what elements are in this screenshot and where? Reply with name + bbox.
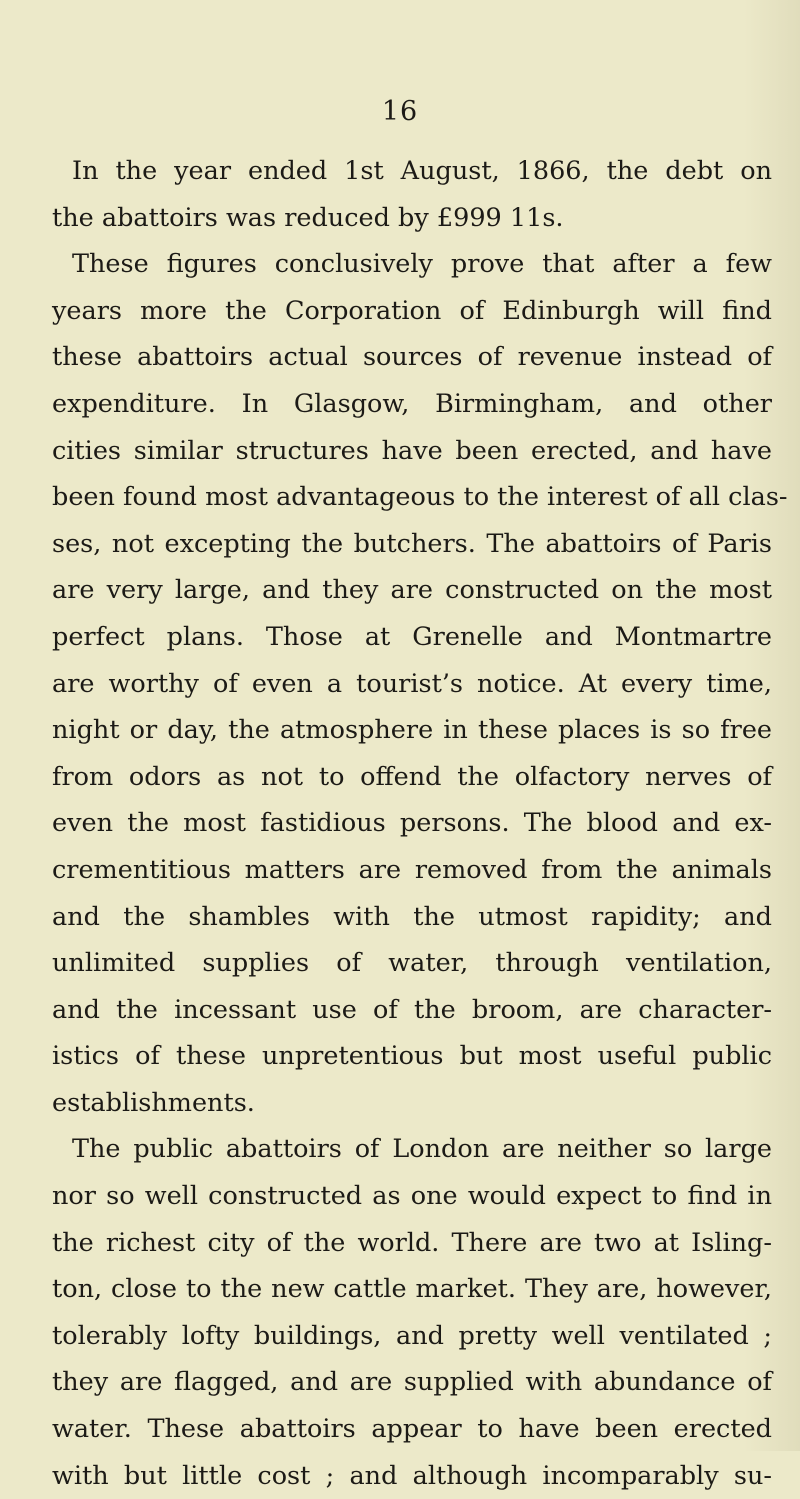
text-line: establishments.: [52, 1087, 255, 1118]
text-line: and the shambles with the utmost rapidity; and: [52, 901, 772, 932]
text-line: from odors as not to offend the olfactory nerves of: [52, 761, 772, 792]
text-line: cities similar structures have been erected, and have: [52, 435, 772, 466]
text-line: the richest city of the world. There are two at Isling-: [52, 1227, 772, 1258]
text-line: In the year ended 1st August, 1866, the debt on: [72, 156, 772, 186]
text-line: ses, not excepting the butchers. The abattoirs of Paris: [52, 528, 772, 559]
text-line: ton, close to the new cattle market. They are, however,: [52, 1274, 772, 1305]
text-line: tolerably lofty buildings, and pretty well ventilated ;: [52, 1320, 772, 1351]
text-line: These figures conclusively prove that after a few: [72, 249, 772, 280]
text-line: with but little cost ; and although incomparably su-: [52, 1460, 772, 1491]
text-line: they are flagged, and are supplied with abundance of: [52, 1367, 772, 1398]
text-line: these abattoirs actual sources of revenue instead of: [52, 342, 772, 373]
text-line: been found most advantageous to the interest of all clas-: [52, 482, 788, 513]
text-line: istics of these unpretentious but most useful public: [52, 1041, 772, 1072]
text-line: perfect plans. Those at Grenelle and Montmartre: [52, 621, 772, 652]
text-line: even the most fastidious persons. The blood and ex-: [52, 808, 772, 839]
text-line: are worthy of even a tourist’s notice. At every time,: [52, 668, 772, 699]
text-line: nor so well constructed as one would expect to find in: [52, 1181, 772, 1212]
text-line: and the incessant use of the broom, are character-: [52, 994, 772, 1025]
text-line: crementitious matters are removed from the animals: [52, 854, 772, 885]
text-line: years more the Corporation of Edinburgh will find: [52, 295, 772, 326]
body-text: [52, 148, 788, 1499]
text-line: expenditure. In Glasgow, Birmingham, and other: [52, 388, 772, 419]
text-line: night or day, the atmosphere in these places is so free: [52, 715, 772, 746]
text-line: water. These abattoirs appear to have been erected: [52, 1414, 772, 1445]
page-number: 16: [381, 96, 419, 127]
text-line: unlimited supplies of water, through ventilation,: [52, 948, 772, 979]
text-line: The public abattoirs of London are neither so large: [72, 1134, 772, 1165]
text-line: the abattoirs was reduced by £999 11s.: [52, 202, 564, 233]
text-line: are very large, and they are constructed on the most: [52, 575, 772, 606]
